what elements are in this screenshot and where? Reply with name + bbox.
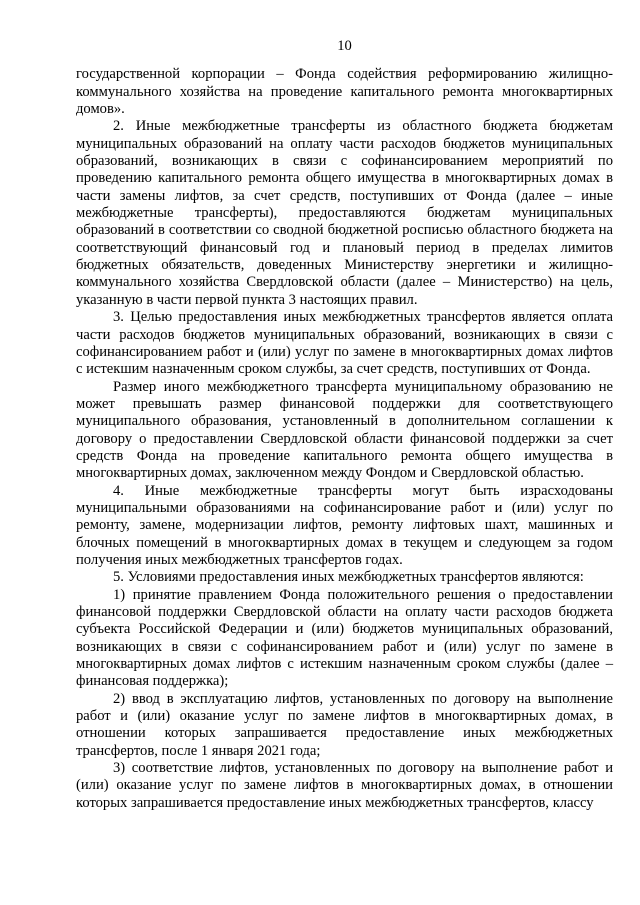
paragraph-transfer-size: Размер иного межбюджетного трансферта муниципальному образованию не может превышать размер финансовой поддержки для соответствующего муниципального образования, установленный в дополнительном соглашении к договору о предоставлении Свердловской области финансовой поддержки за счет средств Фонда на проведение капитального ремонта общего имущества в многоквартирных домах, заключенном между Фондом и Свердловской областью.: [76, 378, 613, 482]
page-number: 10: [337, 38, 352, 54]
document-page: [76, 38, 613, 812]
paragraph-condition-2: 2) ввод в эксплуатацию лифтов, установленных по договору на выполнение работ и (или) оказание услуг по замене лифтов в многоквартирных домах, в отношении которых запрашивается предоставление иных межбюджетных трансфертов, после 1 января 2021 года;: [76, 690, 613, 759]
paragraph-item-3: 3. Целью предоставления иных межбюджетных трансфертов является оплата части расходов бюджетов муниципальных образований, возникающих в связи с софинансированием работ и (или) услуг по замене в многоквартирных домах лифтов с истекшим назначенным сроком службы, за счет средств, поступивших от Фонда.: [76, 309, 613, 378]
paragraph-continuation: государственной корпорации – Фонда содействия реформированию жилищно-коммунального хозяйства на проведение капитального ремонта многоквартирных домов».: [76, 66, 613, 118]
paragraph-condition-1: 1) принятие правлением Фонда положительного решения о предоставлении финансовой поддержки Свердловской области на оплату части расходов бюджета субъекта Российской Федерации и (или) бюджетов муниципальных образований, возникающих в связи с софинансированием работ и (или) услуг по замене в многоквартирных домах лифтов с истекшим назначенным сроком службы (далее – финансовая поддержка);: [76, 586, 613, 690]
paragraph-item-2: 2. Иные межбюджетные трансферты из областного бюджета бюджетам муниципальных образований на оплату части расходов бюджетов муниципальных образований, возникающих в связи с софинансированием мероприятий по проведению капитального ремонта общего имущества в многоквартирных домах в части замены лифтов, за счет средств, поступивших от Фонда (далее – иные межбюджетные трансферты), предоставляются бюджетам муниципальных образований в соответствии со сводной бюджетной росписью областного бюджета на соответствующий финансовый год и плановый период в пределах лимитов бюджетных обязательств, доведенных Министерству энергетики и жилищно-коммунального хозяйства Свердловской области (далее – Министерство) на цель, указанную в части первой пункта 3 настоящих правил.: [76, 118, 613, 308]
paragraph-item-5: 5. Условиями предоставления иных межбюджетных трансфертов являются:: [113, 569, 584, 586]
paragraph-condition-3: 3) соответствие лифтов, установленных по договору на выполнение работ и (или) оказание услуг по замене лифтов в многоквартирных домах, в отношении которых запрашивается предоставление иных межбюджетных трансфертов, классу: [76, 760, 613, 811]
paragraph-item-4: 4. Иные межбюджетные трансферты могут быть израсходованы муниципальными образованиями на софинансирование работ и (или) услуг по ремонту, замене, модернизации лифтов, ремонту лифтовых шахт, машинных и блочных помещений в многоквартирных домах в текущем и следующем за годом получения иных межбюджетных трансфертов годах.: [76, 482, 613, 568]
